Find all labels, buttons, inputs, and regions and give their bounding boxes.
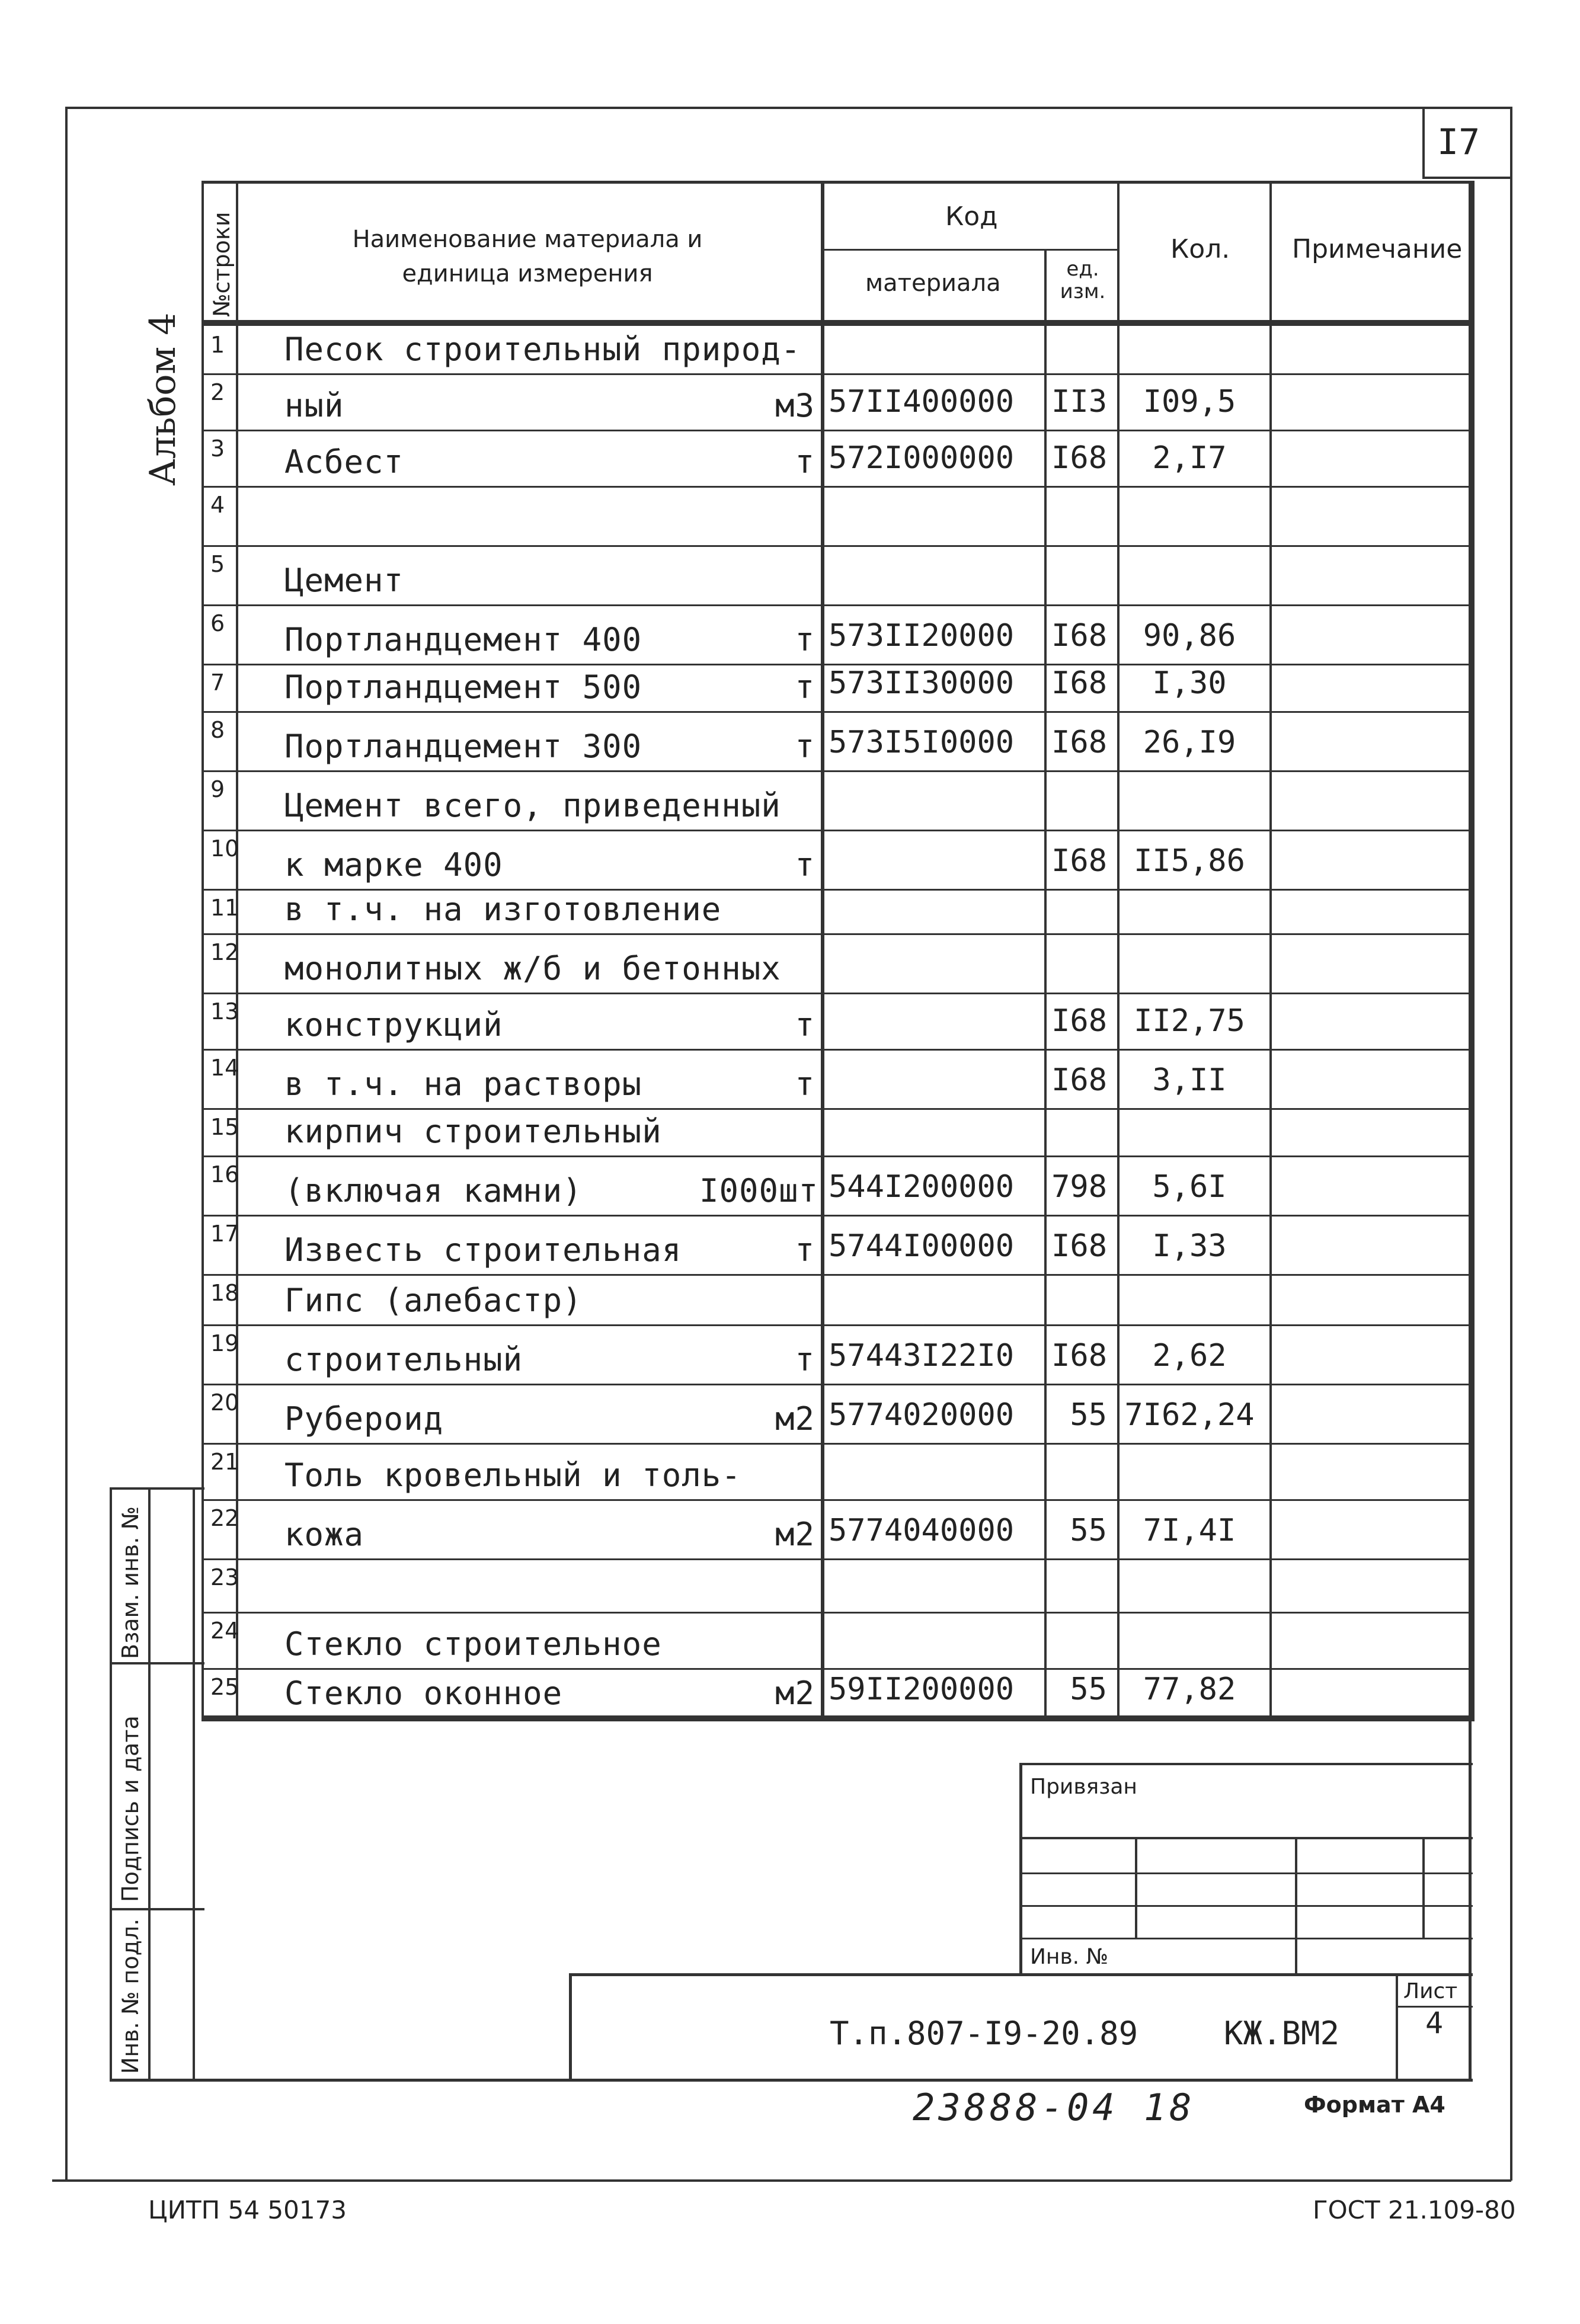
quantity: I,33 — [1152, 1228, 1227, 1264]
quantity: 7I,4I — [1143, 1513, 1236, 1548]
header-code: Код — [945, 201, 998, 232]
material-code: 57443I22I0 — [829, 1338, 1015, 1374]
unit-text: т — [795, 443, 815, 481]
unit-text: т — [795, 1231, 815, 1269]
row-divider — [202, 486, 1473, 488]
quantity: 5,6I — [1152, 1169, 1227, 1205]
row-number: 6 — [210, 610, 225, 636]
format-label: Формат А4 — [1304, 2092, 1445, 2118]
unit-code: I68 — [1051, 1062, 1107, 1098]
frame-bottom — [52, 2179, 1511, 2182]
row-divider — [202, 1499, 1473, 1501]
unit-text: т — [795, 846, 815, 883]
row-number: 14 — [210, 1055, 239, 1081]
unit-text: т — [795, 1065, 815, 1103]
doc-code: Т.п.807-I9-20.89 — [830, 2015, 1138, 2052]
material-code: 5744I00000 — [829, 1228, 1015, 1264]
row-number: 16 — [210, 1161, 239, 1187]
material-name: Цемент — [284, 562, 404, 599]
material-code: 573II20000 — [829, 618, 1015, 654]
unit-code: I68 — [1051, 1003, 1107, 1039]
row-number: 22 — [210, 1505, 239, 1531]
material-code: 5774040000 — [829, 1513, 1015, 1548]
row-divider — [202, 545, 1473, 547]
header-qty: Кол. — [1170, 234, 1230, 264]
row-number: 13 — [210, 998, 239, 1025]
material-code: 544I200000 — [829, 1169, 1015, 1205]
material-name: кирпич строительный — [284, 1113, 662, 1150]
row-divider — [202, 1558, 1473, 1560]
row-number: 4 — [210, 492, 225, 518]
material-name: Толь кровельный и толь- — [284, 1456, 741, 1494]
unit-text: м2 — [775, 1400, 815, 1438]
row-divider — [202, 711, 1473, 713]
row-number: 12 — [210, 939, 239, 965]
unit-code: I68 — [1051, 440, 1107, 476]
row-number: 8 — [210, 717, 225, 743]
row-number: 1 — [210, 332, 225, 358]
unit-code: 55 — [1070, 1672, 1107, 1707]
row-divider — [202, 1049, 1473, 1051]
unit-text: т — [795, 1006, 815, 1043]
material-name: Рубероид — [284, 1400, 444, 1438]
quantity: 77,82 — [1143, 1672, 1236, 1707]
privyazan-label: Привязан — [1030, 1775, 1137, 1799]
unit-code: I68 — [1051, 843, 1107, 879]
row-number: 23 — [210, 1564, 239, 1590]
row-number: 9 — [210, 776, 225, 802]
quantity: II2,75 — [1134, 1003, 1245, 1039]
unit-text: м3 — [775, 387, 815, 424]
row-divider — [202, 1384, 1473, 1385]
material-name: Песок строительный природ- — [284, 331, 801, 368]
quantity: I,30 — [1152, 665, 1227, 701]
row-divider — [202, 1668, 1473, 1670]
quantity: II5,86 — [1134, 843, 1245, 879]
row-divider — [202, 1155, 1473, 1157]
material-name: в т.ч. на растворы — [284, 1065, 642, 1103]
unit-code: 798 — [1051, 1169, 1107, 1205]
material-name: (включая камни) — [284, 1172, 583, 1209]
material-name: Стекло оконное — [284, 1675, 563, 1712]
unit-text: т — [795, 728, 815, 765]
quantity: 2,I7 — [1152, 440, 1227, 476]
handwritten-number: 23888-04 18 — [913, 2086, 1195, 2129]
material-name: Гипс (алебастр) — [284, 1282, 583, 1319]
row-divider — [202, 770, 1473, 772]
row-divider — [202, 430, 1473, 431]
row-divider — [202, 1324, 1473, 1326]
frame-top — [65, 107, 1511, 109]
row-number: 25 — [210, 1674, 239, 1700]
header-note: Примечание — [1292, 234, 1463, 264]
row-divider — [202, 604, 1473, 606]
row-number: 10 — [210, 836, 239, 862]
stamp-inv-podl: Инв. № подл. — [117, 1918, 143, 2074]
stamp-podpis: Подпись и дата — [117, 1715, 143, 1902]
row-divider — [202, 1612, 1473, 1614]
row-number: 5 — [210, 551, 225, 577]
row-number: 7 — [210, 670, 225, 696]
publisher: ЦИТП 54 50173 — [148, 2195, 347, 2224]
row-divider — [202, 993, 1473, 994]
material-name: Стекло строительное — [284, 1625, 662, 1663]
material-name: к марке 400 — [284, 846, 503, 883]
row-number: 15 — [210, 1114, 239, 1140]
unit-code: II3 — [1051, 384, 1107, 420]
quantity: I09,5 — [1143, 384, 1236, 420]
material-name: ный — [284, 387, 344, 424]
row-number: 20 — [210, 1390, 239, 1416]
unit-text: т — [795, 668, 815, 706]
row-number: 19 — [210, 1330, 239, 1356]
sheet-number-top: I7 — [1437, 121, 1480, 163]
unit-text: м2 — [775, 1675, 815, 1712]
stamp-vzam: Взам. инв. № — [117, 1506, 143, 1659]
material-code: 57II400000 — [829, 384, 1015, 420]
album-label: Альбом 4 — [142, 312, 184, 486]
material-code: 572I000000 — [829, 440, 1015, 476]
row-number: 21 — [210, 1449, 239, 1475]
material-name: Портландцемент 300 — [284, 728, 642, 765]
material-name: конструкций — [284, 1006, 503, 1043]
header-name: Наименование материала и единица измерения — [352, 226, 703, 287]
unit-text: I000шт — [699, 1172, 819, 1209]
frame-right — [1510, 107, 1512, 2181]
unit-text: т — [795, 1341, 815, 1378]
unit-code: I68 — [1051, 1338, 1107, 1374]
header-code-unit: ед. изм. — [1060, 257, 1106, 303]
unit-code: I68 — [1051, 618, 1107, 654]
row-divider — [202, 830, 1473, 831]
unit-code: I68 — [1051, 1228, 1107, 1264]
unit-code: 55 — [1070, 1513, 1107, 1548]
list-label: Лист — [1403, 1979, 1458, 2003]
quantity: 26,I9 — [1143, 725, 1236, 760]
quantity: 7I62,24 — [1124, 1397, 1255, 1433]
material-code: 573I5I0000 — [829, 725, 1015, 760]
row-number: 3 — [210, 436, 225, 462]
material-name: Цемент всего, приведенный — [284, 787, 781, 824]
row-number: 2 — [210, 379, 225, 405]
unit-code: I68 — [1051, 725, 1107, 760]
row-divider — [202, 1443, 1473, 1445]
material-name: строительный — [284, 1341, 523, 1378]
unit-text: т — [795, 621, 815, 658]
quantity: 90,86 — [1143, 618, 1236, 654]
row-divider — [202, 1108, 1473, 1110]
material-name: кожа — [284, 1516, 364, 1553]
row-divider — [202, 1215, 1473, 1217]
material-name: в т.ч. на изготовление — [284, 891, 722, 928]
quantity: 2,62 — [1152, 1338, 1227, 1374]
row-number: 18 — [210, 1280, 239, 1306]
unit-code: I68 — [1051, 665, 1107, 701]
material-name: Портландцемент 400 — [284, 621, 642, 658]
quantity: 3,II — [1152, 1062, 1227, 1098]
frame-left — [65, 107, 68, 2181]
gost-standard: ГОСТ 21.109-80 — [1313, 2195, 1516, 2224]
unit-code: 55 — [1070, 1397, 1107, 1433]
material-code: 5774020000 — [829, 1397, 1015, 1433]
list-value: 4 — [1425, 2006, 1444, 2040]
row-divider — [202, 373, 1473, 375]
doc-mark: КЖ.ВМ2 — [1224, 2015, 1340, 2052]
material-name: Асбест — [284, 443, 404, 481]
material-code: 573II30000 — [829, 665, 1015, 701]
row-number: 11 — [210, 895, 239, 921]
header-row-no: №строки — [209, 212, 235, 317]
row-divider — [202, 1274, 1473, 1276]
material-name: монолитных ж/б и бетонных — [284, 950, 781, 987]
row-divider — [202, 933, 1473, 935]
header-code-material: материала — [865, 270, 1001, 297]
material-name: Портландцемент 500 — [284, 668, 642, 706]
row-number: 17 — [210, 1221, 239, 1247]
material-code: 59II200000 — [829, 1672, 1015, 1707]
unit-text: м2 — [775, 1516, 815, 1553]
material-name: Известь строительная — [284, 1231, 682, 1269]
row-number: 24 — [210, 1618, 239, 1644]
inv-no-label: Инв. № — [1030, 1945, 1109, 1969]
